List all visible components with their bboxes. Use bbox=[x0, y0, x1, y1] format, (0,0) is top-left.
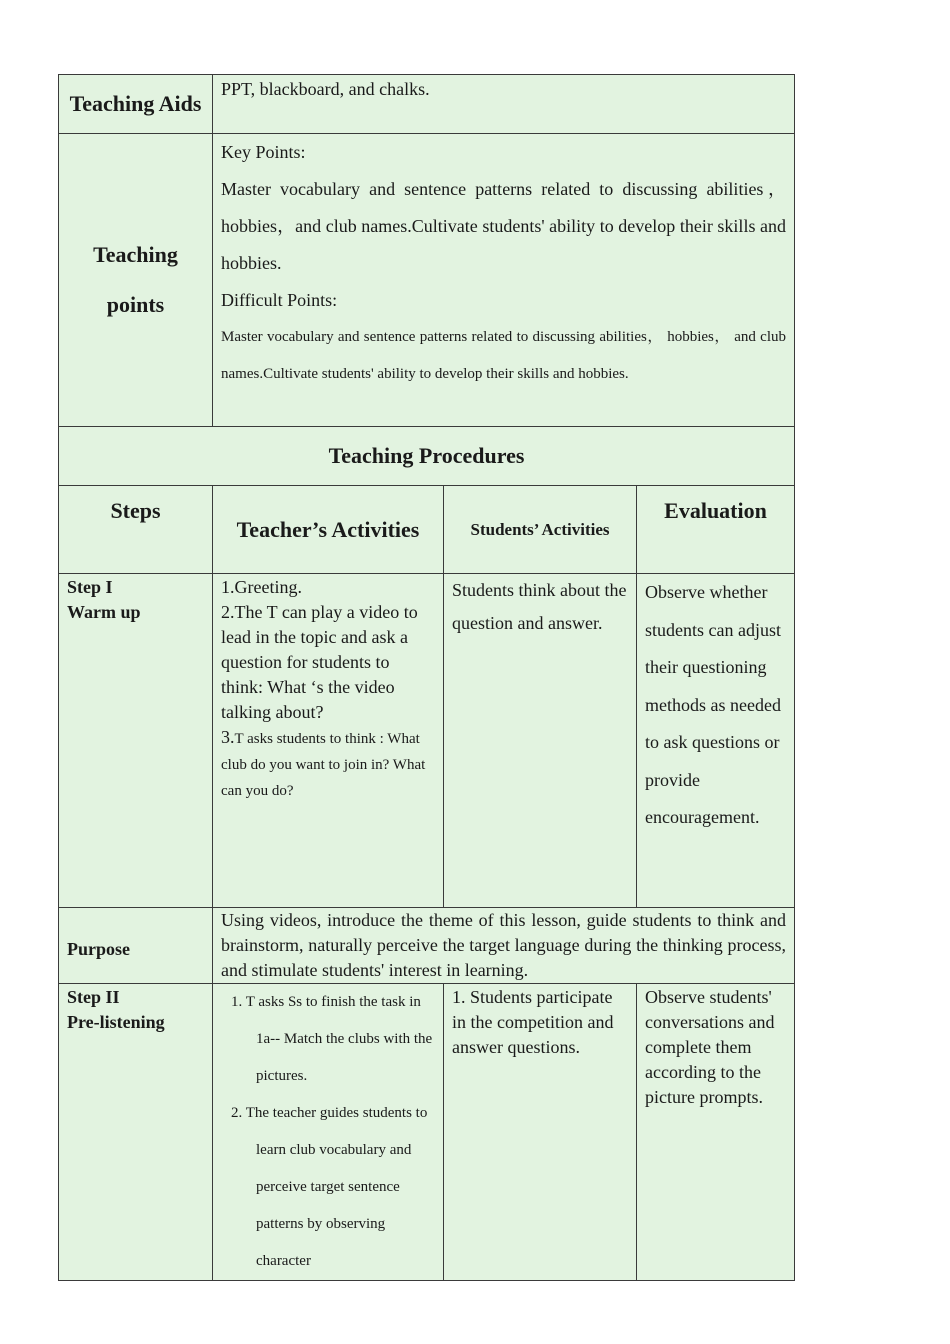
step2-label bbox=[59, 984, 213, 1281]
step1-teacher-item-3-number: 3. bbox=[221, 727, 235, 747]
header-steps: Steps bbox=[59, 486, 213, 574]
step2-label-line1: Step II bbox=[67, 987, 120, 1007]
key-points-text: Master vocabulary and sentence patterns related to discussing abilities，hobbies，and club names.Cultivate students' ability to develop their skills and hobbies. bbox=[221, 179, 787, 273]
teaching-aids-label: Teaching Aids bbox=[59, 75, 213, 134]
teaching-points-label-line2: points bbox=[106, 292, 165, 317]
purpose-text: Using videos, introduce the theme of this lesson, guide students to think and brainstorm, naturally perceive the target language during the thinking process, and stimulate students' interest in learning. bbox=[213, 908, 795, 984]
teaching-aids-row bbox=[59, 75, 795, 134]
teaching-points-row bbox=[59, 134, 795, 427]
step2-teacher-item: 1. T asks Ss to finish the task in 1a-- Match the clubs with the pictures. bbox=[231, 994, 433, 1084]
step1-label bbox=[59, 574, 213, 908]
step1-teacher-item-3 bbox=[221, 725, 435, 803]
step1-row bbox=[59, 574, 795, 908]
purpose-label: Purpose bbox=[59, 908, 213, 984]
step1-students-activities: Students think about the question and answer. bbox=[444, 574, 637, 908]
header-row bbox=[59, 486, 795, 574]
procedures-title-row bbox=[59, 427, 795, 486]
step1-label-line2: Warm up bbox=[67, 602, 141, 622]
step1-evaluation: Observe whether students can adjust their questioning methods as needed to ask questions or provide encouragement. bbox=[637, 574, 795, 908]
teaching-points-content bbox=[213, 134, 795, 427]
step1-teacher-item-2: 2.The T can play a video to lead in the topic and ask a question for students to think: What ‘s the video talking about? bbox=[221, 602, 418, 722]
step2-evaluation: Observe students' conversations and complete them according to the picture prompts. bbox=[637, 984, 795, 1281]
step2-students-activities: 1. Students participate in the competition and answer questions. bbox=[444, 984, 637, 1281]
teaching-points-label-line1: Teaching bbox=[93, 242, 178, 267]
step2-row bbox=[59, 984, 795, 1281]
header-students-activities: Students’ Activities bbox=[444, 486, 637, 574]
step1-teacher-item-3-text: T asks students to think : What club do you want to join in? What can you do? bbox=[221, 731, 426, 799]
procedures-title: Teaching Procedures bbox=[59, 427, 795, 486]
key-points-heading: Key Points: bbox=[221, 142, 306, 162]
step2-label-line2: Pre-listening bbox=[67, 1012, 165, 1032]
step2-teacher-item: 2. The teacher guides students to learn club vocabulary and perceive target sentence patterns by observing character bbox=[231, 1105, 428, 1269]
purpose-row bbox=[59, 908, 795, 984]
step1-label-line1: Step I bbox=[67, 577, 113, 597]
difficult-points-text: Master vocabulary and sentence patterns related to discussing abilities， hobbies， and club names.Cultivate students' ability to develop their skills and hobbies. bbox=[221, 329, 787, 382]
teaching-points-label bbox=[59, 134, 213, 427]
step1-teacher-activities bbox=[213, 574, 444, 908]
difficult-points-heading: Difficult Points: bbox=[221, 290, 338, 310]
step1-teacher-item-1: 1.Greeting. bbox=[221, 577, 302, 597]
lesson-plan-table bbox=[58, 74, 795, 1281]
step2-teacher-activities bbox=[213, 984, 444, 1281]
teaching-aids-text: PPT, blackboard, and chalks. bbox=[213, 75, 795, 134]
header-evaluation: Evaluation bbox=[637, 486, 795, 574]
header-teacher-activities: Teacher’s Activities bbox=[213, 486, 444, 574]
